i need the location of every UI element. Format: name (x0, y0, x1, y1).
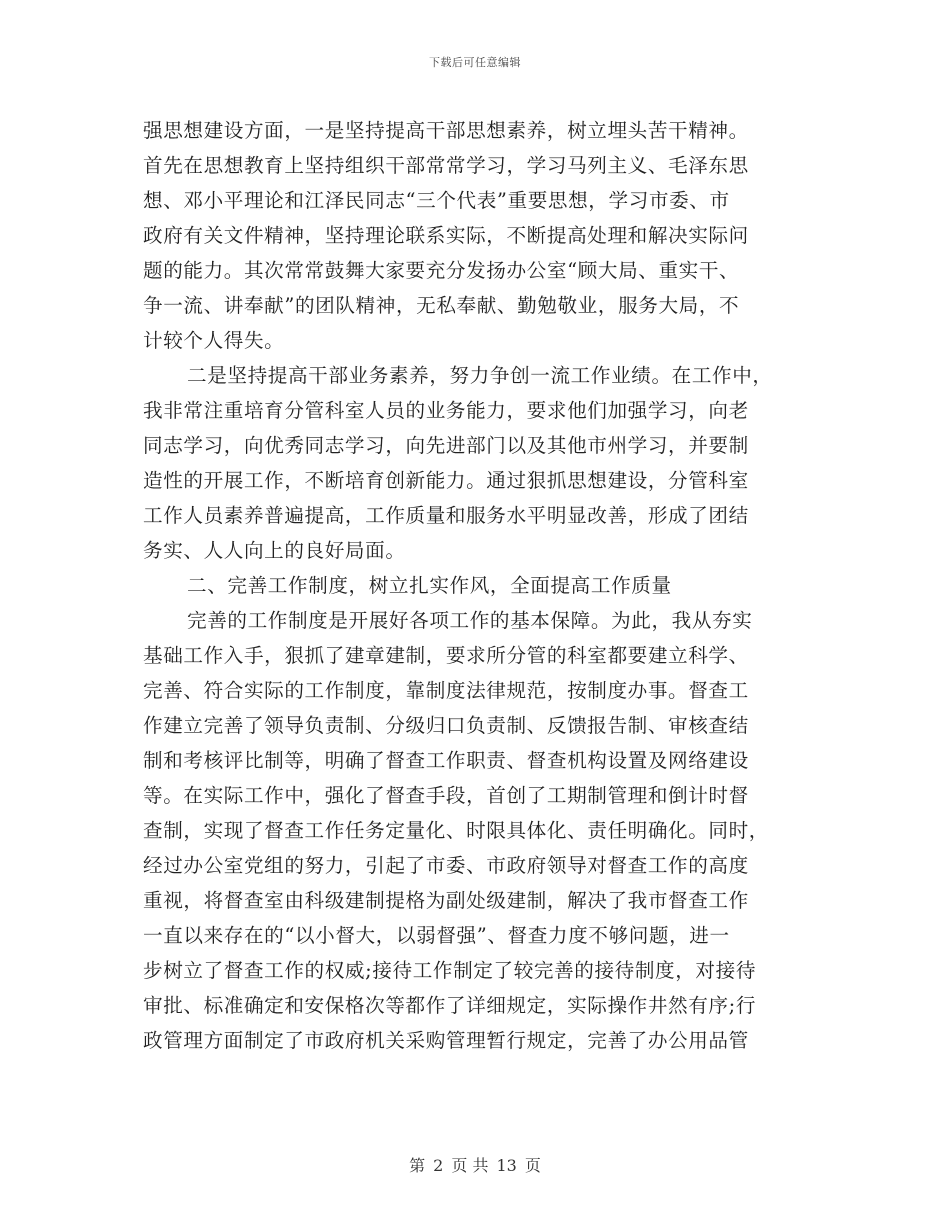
footer-current-page: 2 (433, 1156, 444, 1175)
text-line: 计较个人得失。 (143, 329, 285, 352)
page-footer (0, 1153, 950, 1176)
text-line: 工作人员素养普遍提高，工作质量和服务水平明显改善，形成了团结 (143, 504, 749, 527)
text-line: 强思想建设方面，一是坚持提高干部思想素养，树立埋头苦干精神。 (143, 119, 749, 142)
footer-middle: 页 共 (451, 1156, 489, 1175)
text-line: 题的能力。其次常常鼓舞大家要充分发扬办公室“顾大局、重实干、 (143, 259, 740, 282)
header-note: 下载后可任意编辑 (429, 56, 521, 69)
text-line: 争一流、讲奉献”的团队精神，无私奉献、勤勉敬业，服务大局，不 (143, 294, 740, 317)
text-line: 想、邓小平理论和江泽民同志“三个代表”重要思想，学习市委、市 (143, 189, 730, 212)
text-line: 一直以来存在的“以小督大，以弱督强”、督查力度不够问题，进一 (143, 924, 730, 947)
text-line: 首先在思想教育上坚持组织干部常常学习，学习马列主义、毛泽东思 (143, 154, 749, 177)
text-line: 步树立了督查工作的权威;接待工作制定了较完善的接待制度，对接待 (143, 959, 757, 982)
text-line: 二是坚持提高干部业务素养，努力争创一流工作业绩。在工作中， (187, 364, 773, 387)
text-line: 造性的开展工作，不断培育创新能力。通过狠抓思想建设，分管科室 (143, 469, 749, 492)
text-line: 查制，实现了督查工作任务定量化、时限具体化、责任明确化。同时， (143, 819, 770, 842)
text-line: 经过办公室党组的努力，引起了市委、市政府领导对督查工作的高度 (143, 854, 749, 877)
text-line: 同志学习，向优秀同志学习，向先进部门以及其他市州学习，并要制 (143, 434, 749, 457)
text-line: 作建立完善了领导负责制、分级归口负责制、反馈报告制、审核查结 (143, 714, 749, 737)
text-line: 务实、人人向上的良好局面。 (143, 539, 406, 562)
text-line: 制和考核评比制等，明确了督查工作职责、督查机构设置及网络建设 (143, 749, 749, 772)
footer-total-pages: 13 (496, 1156, 517, 1175)
text-line: 完善的工作制度是开展好各项工作的基本保障。为此，我从夯实 (187, 609, 753, 632)
footer-prefix: 第 (409, 1156, 426, 1175)
text-line: 审批、标准确定和安保格次等都作了详细规定，实际操作井然有序;行 (143, 994, 757, 1017)
text-line: 我非常注重培育分管科室人员的业务能力，要求他们加强学习，向老 (143, 399, 749, 422)
text-line: 二、完善工作制度，树立扎实作风，全面提高工作质量 (187, 574, 672, 597)
text-line: 基础工作入手，狠抓了建章建制，要求所分管的科室都要建立科学、 (143, 644, 749, 667)
footer-suffix: 页 (524, 1156, 541, 1175)
text-line: 重视，将督查室由科级建制提格为副处级建制，解决了我市督查工作 (143, 889, 749, 912)
text-line: 政府有关文件精神，坚持理论联系实际，不断提高处理和解决实际问 (143, 224, 749, 247)
text-line: 政管理方面制定了市政府机关采购管理暂行规定，完善了办公用品管 (143, 1029, 749, 1052)
text-line: 等。在实际工作中，强化了督查手段，首创了工期制管理和倒计时督 (143, 784, 749, 807)
document-body (143, 113, 807, 1058)
text-line: 完善、符合实际的工作制度，靠制度法律规范，按制度办事。督查工 (143, 679, 749, 702)
